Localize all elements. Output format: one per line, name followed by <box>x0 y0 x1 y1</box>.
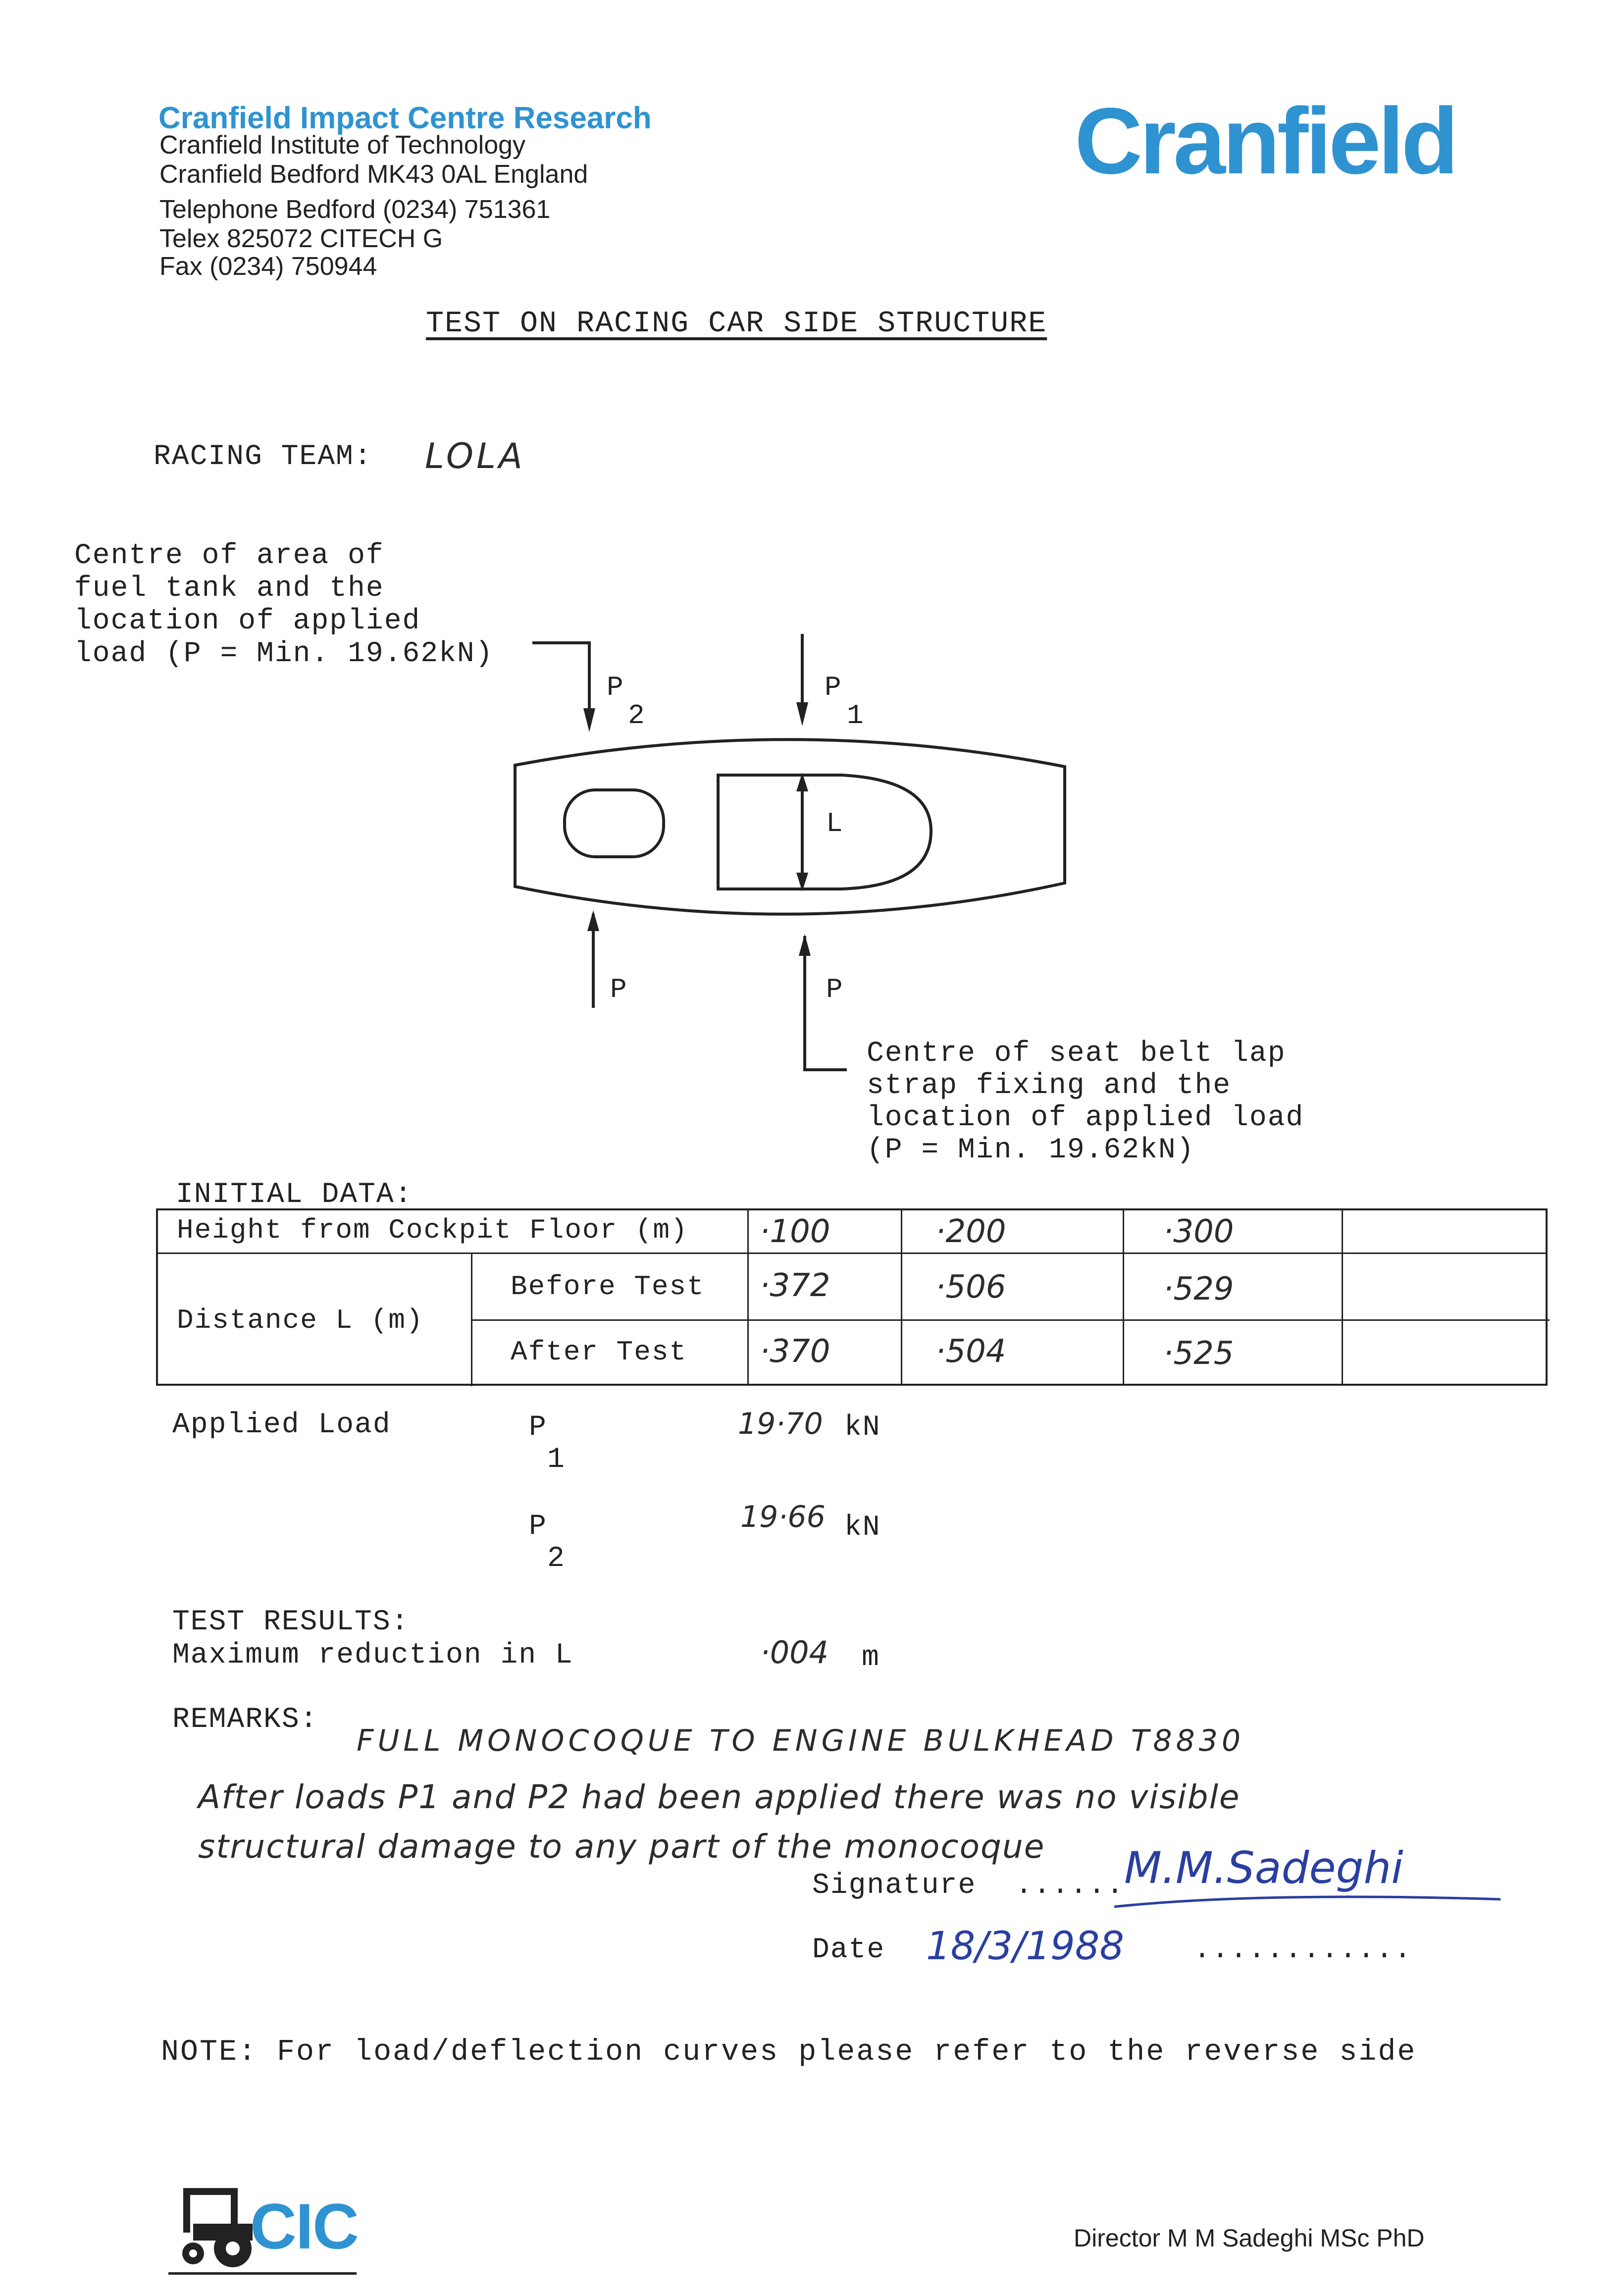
fuel-tank-note-3: location of applied <box>74 605 421 637</box>
before-test-value: ·506 <box>935 1269 1006 1305</box>
cic-logo-underline <box>168 2272 357 2275</box>
racing-team-label: RACING TEAM: <box>154 441 372 473</box>
tractor-icon <box>163 2179 262 2278</box>
telex-line: Telex 825072 CITECH G <box>159 224 443 253</box>
signature-label: Signature <box>812 1870 977 1902</box>
fuel-tank-note-2: fuel tank and the <box>74 573 384 605</box>
p1-load-unit: kN <box>844 1411 881 1444</box>
table-divider <box>747 1210 749 1384</box>
applied-load-label: Applied Load <box>172 1409 391 1441</box>
max-reduction-unit: m <box>862 1642 880 1674</box>
before-test-value: ·372 <box>760 1267 830 1304</box>
fuel-tank-note-4: load (P = Min. 19.62kN) <box>74 638 494 670</box>
p2-arrowhead <box>583 708 595 732</box>
remarks-line-1: FULL MONOCOQUE TO ENGINE BULKHEAD T8830 <box>357 1723 1245 1758</box>
p2-load-value: 19·66 <box>740 1500 826 1534</box>
p-right-label: P <box>826 974 844 1005</box>
remarks-line-2: After loads P1 and P2 had been applied there was no visible <box>198 1778 1241 1816</box>
org-title: Cranfield Impact Centre Research <box>158 101 652 135</box>
p1-load-value: 19·70 <box>738 1407 823 1441</box>
test-results-heading: TEST RESULTS: <box>172 1606 410 1638</box>
height-row-label: Height from Cockpit Floor (m) <box>177 1214 688 1246</box>
p1-load-label: P <box>529 1411 547 1444</box>
signature-underline <box>1109 1887 1505 1917</box>
p2-subscript: 2 <box>628 700 646 731</box>
telephone-line: Telephone Bedford (0234) 751361 <box>159 195 551 224</box>
p1-subscript: 1 <box>847 700 865 731</box>
distance-row-label: Distance L (m) <box>177 1305 424 1336</box>
p-left-arrowhead <box>587 910 599 931</box>
fuel-tank-leader-line <box>532 643 589 721</box>
table-divider <box>901 1210 902 1384</box>
initial-data-heading: INITIAL DATA: <box>176 1179 413 1211</box>
before-test-value: ·529 <box>1163 1271 1234 1307</box>
p2-load-subscript: 2 <box>547 1543 566 1575</box>
max-reduction-value: ·004 <box>760 1634 829 1670</box>
l-label: L <box>826 808 844 839</box>
address-line: Cranfield Bedford MK43 0AL England <box>159 160 588 189</box>
reverse-side-note: NOTE: For load/deflection curves please refer to the reverse side <box>161 2035 1417 2069</box>
p1-label: P <box>825 672 842 703</box>
seat-belt-note-4: (P = Min. 19.62kN) <box>867 1134 1195 1166</box>
seat-belt-note-1: Centre of seat belt lap <box>867 1038 1286 1070</box>
racing-team-value: LOLA <box>425 436 525 476</box>
remarks-line-3: structural damage to any part of the monocoque <box>198 1827 1045 1866</box>
remarks-label: REMARKS: <box>172 1704 318 1736</box>
cranfield-logo: Cranfield <box>1075 89 1456 194</box>
institute-name: Cranfield Institute of Technology <box>159 131 526 159</box>
p1-load-subscript: 1 <box>547 1444 566 1476</box>
after-test-value: ·525 <box>1163 1335 1234 1372</box>
table-divider <box>472 1319 1550 1321</box>
document-title: TEST ON RACING CAR SIDE STRUCTURE <box>426 307 1047 341</box>
p-left-label: P <box>610 974 628 1005</box>
seat-belt-note-3: location of applied load <box>867 1102 1304 1134</box>
fax-line: Fax (0234) 750944 <box>159 252 377 281</box>
after-test-value: ·370 <box>760 1333 830 1370</box>
p-right-arrowhead <box>799 934 811 956</box>
p1-arrowhead <box>796 702 808 726</box>
after-test-label: After Test <box>511 1336 687 1368</box>
p2-label: P <box>607 672 624 703</box>
date-label: Date <box>812 1934 885 1966</box>
before-test-label: Before Test <box>511 1271 705 1303</box>
height-value: ·300 <box>1163 1213 1234 1250</box>
table-divider <box>1342 1210 1343 1384</box>
director-line: Director M M Sadeghi MSc PhD <box>1074 2224 1425 2252</box>
signature-name: M.M.Sadeghi <box>1124 1842 1403 1893</box>
after-test-value: ·504 <box>935 1333 1006 1370</box>
seat-belt-note-2: strap fixing and the <box>867 1070 1232 1102</box>
table-divider <box>471 1252 472 1386</box>
date-value: 18/3/1988 <box>926 1924 1124 1969</box>
date-dots: ............ <box>1193 1934 1412 1966</box>
p2-load-label: P <box>529 1511 547 1543</box>
table-divider <box>1123 1210 1124 1384</box>
p2-load-unit: kN <box>844 1512 881 1544</box>
height-value: ·200 <box>935 1213 1006 1250</box>
signature-dots: ...... <box>1015 1870 1125 1902</box>
max-reduction-label: Maximum reduction in L <box>172 1639 573 1671</box>
initial-data-table <box>156 1208 1548 1386</box>
height-value: ·100 <box>760 1213 830 1250</box>
fuel-tank-note-1: Centre of area of <box>74 540 384 572</box>
cockpit-opening <box>718 775 931 889</box>
cic-logo: CIC <box>250 2190 358 2262</box>
table-divider <box>158 1252 1546 1254</box>
fuel-tank-opening <box>565 790 664 857</box>
